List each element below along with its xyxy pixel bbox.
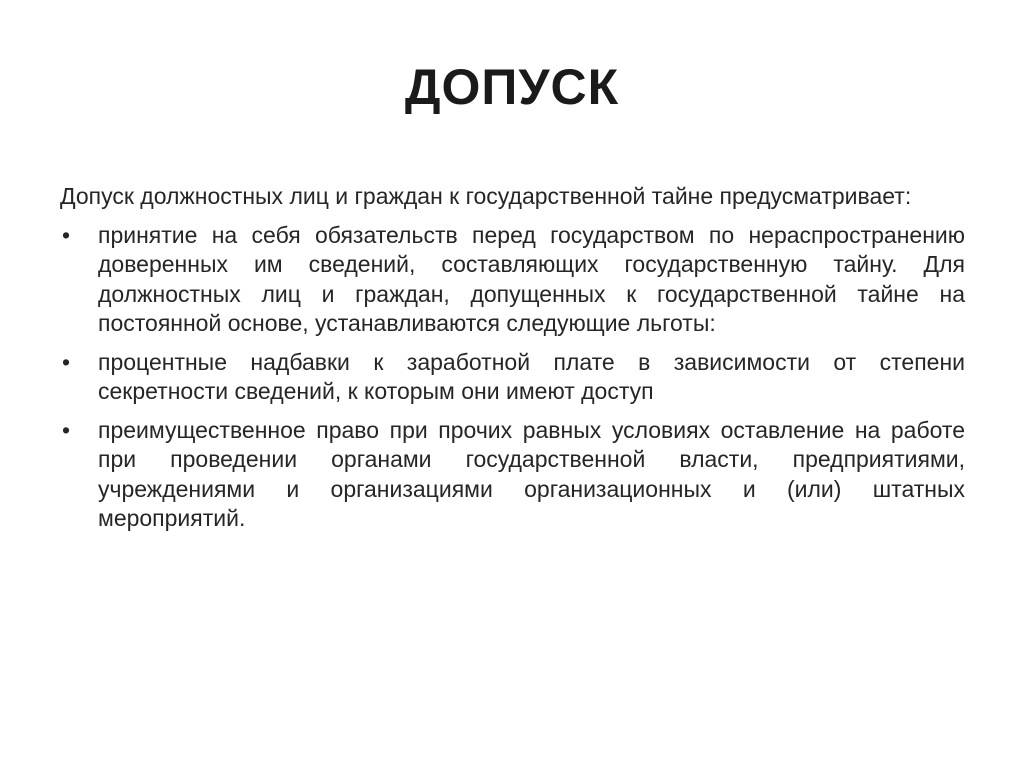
bullet-text: принятие на себя обязательств перед государством по нераспространению доверенных им сведений, составляющих государственную тайну. Для должностных лиц и граждан, допущенных к государственной тайне на постоянной основе, устанавливаются следующие льготы: (98, 221, 965, 336)
bullet-item (60, 221, 965, 339)
bullet-item (60, 348, 965, 407)
intro-paragraph: Допуск должностных лиц и граждан к государственной тайне предусматривает: (60, 183, 912, 209)
bullet-item (60, 416, 965, 534)
bullet-icon: • (62, 416, 71, 443)
bullet-text: процентные надбавки к заработной плате в зависимости от степени секретности сведений, к которым они имеют доступ (98, 348, 965, 404)
bullet-icon: • (62, 348, 71, 375)
slide-title: ДОПУСК (404, 59, 620, 115)
bullet-text: преимущественное право при прочих равных условиях оставление на работе при проведении органами государственной власти, предприятиями, учреждениями и организациями организационных и (или) штатных мероприятий. (98, 416, 965, 531)
slide-body (60, 182, 965, 543)
bullet-icon: • (62, 221, 71, 248)
